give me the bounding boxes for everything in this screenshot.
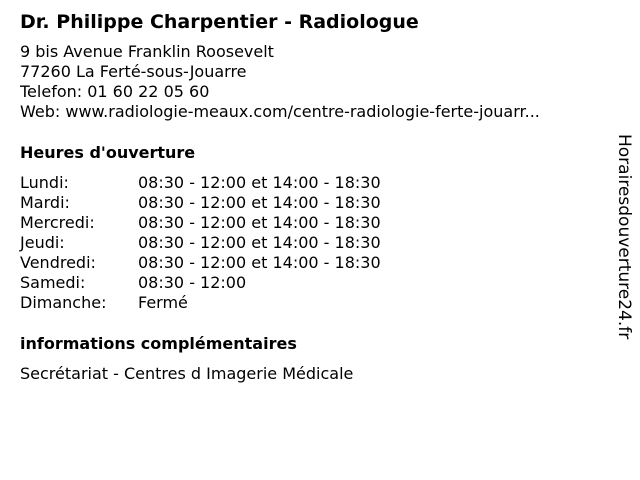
day-label: Dimanche:	[20, 293, 107, 312]
hours-row-wednesday	[20, 213, 610, 233]
time-value: 08:30 - 12:00	[138, 273, 247, 292]
time-value: Fermé	[138, 293, 188, 312]
website-link: Web: www.radiologie-meaux.com/centre-radiologie-ferte-jouarr...	[20, 102, 540, 121]
day-label: Samedi:	[20, 273, 86, 292]
opening-hours-heading: Heures d'ouverture	[20, 143, 196, 162]
day-label: Mardi:	[20, 193, 70, 212]
hours-row-monday	[20, 173, 610, 193]
hours-row-tuesday	[20, 193, 610, 213]
hours-row-friday	[20, 253, 610, 273]
opening-hours-table	[20, 173, 610, 313]
day-label: Lundi:	[20, 173, 69, 192]
time-value: 08:30 - 12:00 et 14:00 - 18:30	[138, 173, 381, 192]
hours-row-saturday	[20, 273, 610, 293]
day-label: Vendredi:	[20, 253, 96, 272]
address-city: 77260 La Ferté-sous-Jouarre	[20, 62, 247, 81]
hours-row-thursday	[20, 233, 610, 253]
time-value: 08:30 - 12:00 et 14:00 - 18:30	[138, 233, 381, 252]
time-value: 08:30 - 12:00 et 14:00 - 18:30	[138, 213, 381, 232]
phone-number: Telefon: 01 60 22 05 60	[20, 82, 210, 101]
address-street: 9 bis Avenue Franklin Roosevelt	[20, 42, 274, 61]
site-watermark: Horairesdouverture24.fr	[614, 134, 634, 340]
additional-info-heading: informations complémentaires	[20, 334, 297, 353]
day-label: Mercredi:	[20, 213, 95, 232]
day-label: Jeudi:	[20, 233, 65, 252]
business-card	[20, 10, 610, 384]
additional-info-text: Secrétariat - Centres d Imagerie Médicale	[20, 364, 354, 383]
time-value: 08:30 - 12:00 et 14:00 - 18:30	[138, 193, 381, 212]
time-value: 08:30 - 12:00 et 14:00 - 18:30	[138, 253, 381, 272]
page-title: Dr. Philippe Charpentier - Radiologue	[20, 11, 419, 33]
hours-row-sunday	[20, 293, 610, 313]
